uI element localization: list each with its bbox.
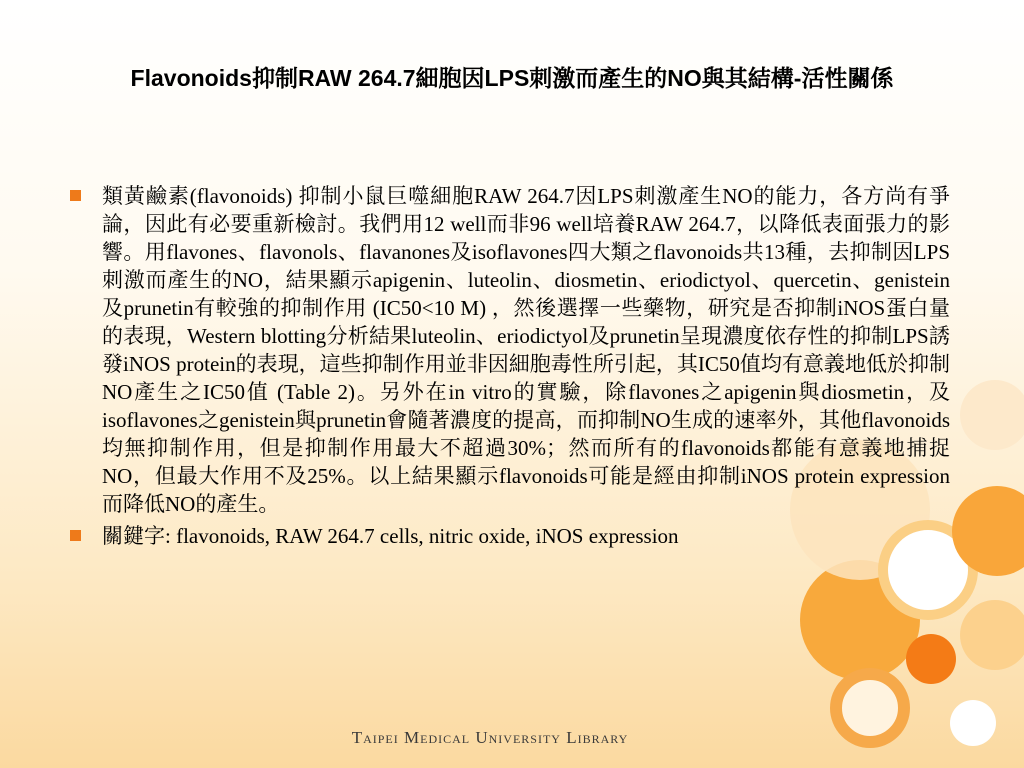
bullet-item-keywords [70, 522, 950, 550]
footer-library-name: Taipei Medical University Library [351, 728, 629, 747]
bullet-text-keywords: 關鍵字: flavonoids, RAW 264.7 cells, nitric oxide, iNOS expression [102, 524, 679, 548]
decor-circle-right-light [960, 600, 1024, 670]
decor-circle-ring [830, 668, 910, 748]
square-bullet-icon [70, 530, 81, 541]
bullet-item-abstract [70, 182, 950, 518]
bullet-text-abstract: 類黃鹼素(flavonoids) 抑制小鼠巨噬細胞RAW 264.7因LPS刺激產生NO的能力，各方尚有爭論，因此有必要重新檢討。我們用12 well而非96 well培養RAW 264.7，以降低表面張力的影響。用flavones、flavonols、flavanones及isoflavones四大類之flavonoids共13種，去抑制因LPS刺激而產生的NO，結果顯示apigenin、luteolin、diosmetin、eriodictyol、quercetin、genistein及prunetin有較強的抑制作用 (IC50<10 M) ，然後選擇一些藥物，研究是否抑制iNOS蛋白量的表現，Western blotting分析結果luteolin、eriodictyol及prunetin呈現濃度依存性的抑制LPS誘發iNOS protein的表現，這些抑制作用並非因細胞毒性所引起，其IC50值均有意義地低於抑制NO產生之IC50值 (Table 2)。另外在in vitro的實驗，除flavones之apigenin與diosmetin，及isoflavones之genistein與prunetin會隨著濃度的提高，而抑制NO生成的速率外，其他flavonoids均無抑制作用，但是抑制作用最大不超過30%；然而所有的flavonoids都能有意義地捕捉NO，但最大作用不及25%。以上結果顯示flavonoids可能是經由抑制iNOS protein expression而降低NO的產生。 [102, 184, 950, 516]
decor-circle-top-pale [960, 380, 1024, 450]
bullet-list [70, 182, 950, 554]
decor-circle-small-white [950, 700, 996, 746]
square-bullet-icon [70, 190, 81, 201]
decor-circle-bright-orange [906, 634, 956, 684]
slide-title: Flavonoids抑制RAW 264.7細胞因LPS刺激而產生的NO與其結構-活性關係 [130, 65, 894, 91]
